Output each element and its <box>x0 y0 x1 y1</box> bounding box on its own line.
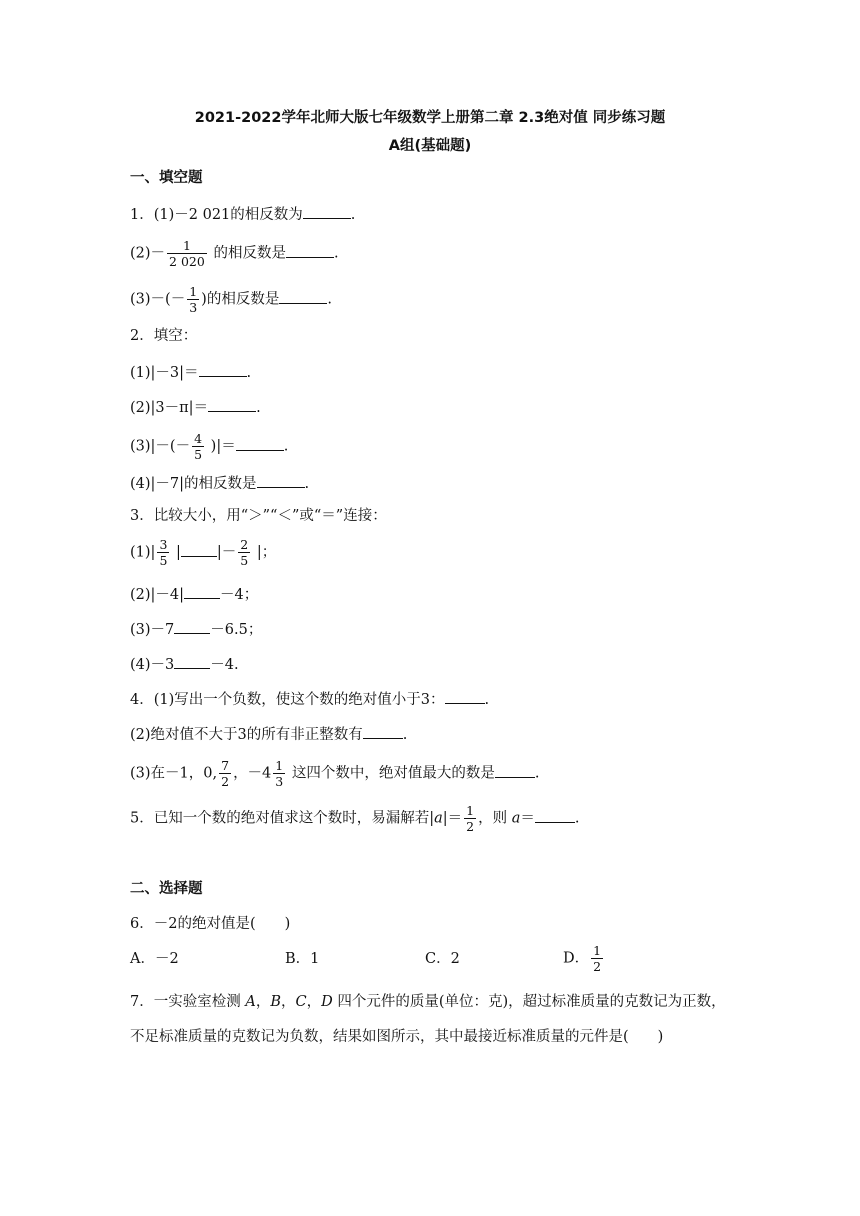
answer-blank[interactable] <box>184 583 220 599</box>
q6-option-d[interactable]: D． $\frac{1}{2}$ <box>563 943 602 974</box>
q7-line1: 7．一实验室检测 A，B，C，D 四个元件的质量(单位：克)，超过标准质量的克数记为正数， <box>130 994 726 1010</box>
q5-line: 5．已知一个数的绝对值求这个数时，易漏解若|a|＝ $\frac{1}{2}$ ，则 a＝ . <box>130 803 580 834</box>
fraction: $\frac{1}{3}$ <box>189 284 198 315</box>
fraction: $\frac{3}{5}$ <box>159 537 168 568</box>
q1-line2: (2)－ $\frac{1}{2 020}$ 的相反数是 . <box>130 238 339 269</box>
answer-blank[interactable] <box>181 541 217 557</box>
q6-option-a[interactable]: A．－2 <box>130 951 179 967</box>
answer-blank[interactable] <box>535 807 575 823</box>
page-title: 2021-2022学年北师大版七年级数学上册第二章 2.3绝对值 同步练习题 <box>194 110 666 126</box>
q1-line3: (3)－(－ $\frac{1}{3}$ )的相反数是 . <box>130 284 332 315</box>
fraction: $\frac{1}{2}$ <box>466 803 475 834</box>
q4-line3: (3)在－1，0, $\frac{7}{2}$ ，－4 $\frac{1}{3}$ 这四个数中，绝对值最大的数是 . <box>130 758 540 789</box>
fraction: $\frac{1}{2}$ <box>593 943 602 974</box>
q2-head: 2．填空： <box>130 328 198 344</box>
q2-line3: (3)|－(－ $\frac{4}{5}$ )|＝ . <box>130 431 289 462</box>
section-fill-in: 一、填空题 <box>130 170 203 186</box>
answer-blank[interactable] <box>495 762 535 778</box>
answer-blank[interactable] <box>174 618 210 634</box>
section-multiple-choice: 二、选择题 <box>130 881 203 897</box>
q3-line4: (4)－3 －4. <box>130 653 239 675</box>
q4-line2: (2)绝对值不大于3的所有非正整数有 . <box>130 723 407 745</box>
answer-blank[interactable] <box>445 688 485 704</box>
answer-blank[interactable] <box>257 472 305 488</box>
answer-blank[interactable] <box>286 242 334 258</box>
q3-head: 3．比较大小，用“＞”“＜”或“＝”连接： <box>130 508 387 524</box>
q6-option-c[interactable]: C．2 <box>425 951 460 967</box>
page-subtitle: A组(基础题) <box>388 138 472 154</box>
q3-line2: (2)|－4| －4； <box>130 583 258 605</box>
q7-line2: 不足标准质量的克数记为负数，结果如图所示，其中最接近标准质量的元件是( ) <box>130 1029 664 1045</box>
q6-option-b[interactable]: B．1 <box>285 951 320 967</box>
fraction: $\frac{1}{3}$ <box>275 758 284 789</box>
q2-line4: (4)|－7|的相反数是 . <box>130 472 309 494</box>
q2-line2: (2)|3－π|＝ . <box>130 396 261 418</box>
q3-line3: (3)－7 －6.5； <box>130 618 262 640</box>
q3-line1-content: (1)| $\frac{3}{5}$ | |－ $\frac{2}{5}$ |； <box>130 537 277 568</box>
fraction: $\frac{4}{5}$ <box>194 431 203 462</box>
q1-line1: 1．(1)－2 021的相反数为 . <box>130 203 355 225</box>
answer-blank[interactable] <box>236 435 284 451</box>
answer-blank[interactable] <box>279 288 327 304</box>
fraction: $\frac{2}{5}$ <box>240 537 249 568</box>
q6-stem: 6．－2的绝对值是( ) <box>130 916 291 932</box>
answer-blank[interactable] <box>174 653 210 669</box>
q2-line1: (1)|－3|＝ . <box>130 361 251 383</box>
answer-blank[interactable] <box>303 203 351 219</box>
answer-blank[interactable] <box>363 723 403 739</box>
answer-blank[interactable] <box>199 361 247 377</box>
fraction: $\frac{1}{2 020}$ <box>169 238 205 269</box>
fraction: $\frac{7}{2}$ <box>221 758 230 789</box>
answer-blank[interactable] <box>208 396 256 412</box>
q4-line1: 4．(1)写出一个负数，使这个数的绝对值小于3： . <box>130 688 489 710</box>
